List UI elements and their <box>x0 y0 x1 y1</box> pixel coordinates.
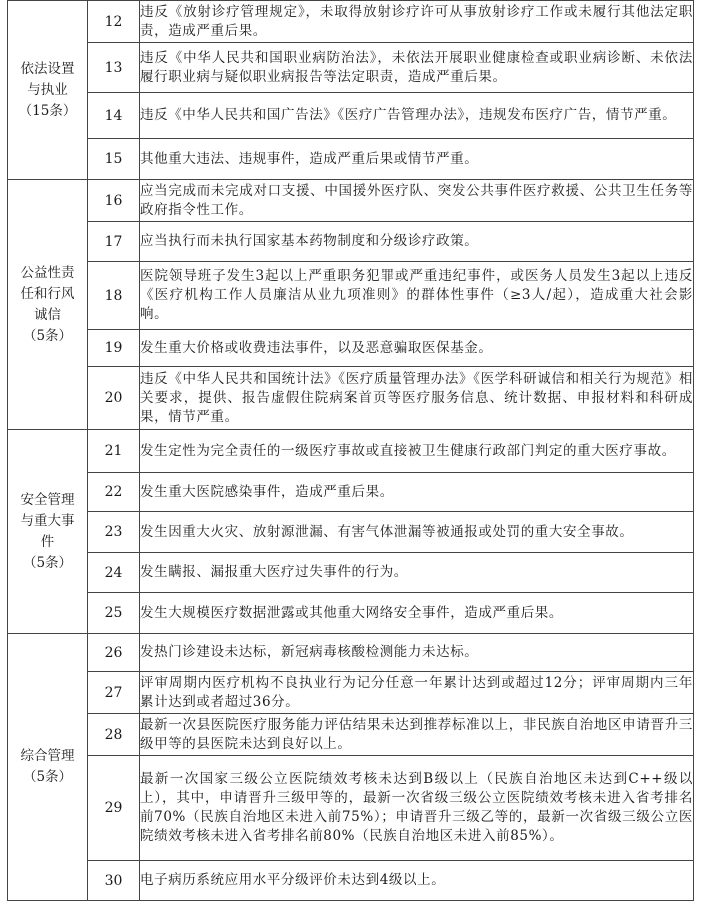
item-text: 发生大规模医疗数据泄露或其他重大网络安全事件，造成严重后果。 <box>140 593 694 634</box>
table-row <box>8 593 694 634</box>
item-text: 违反《中华人民共和国职业病防治法》，未依法开展职业健康检查或职业病诊断、未依法履行职业病与疑似职业病报告等法定职责，造成严重后果。 <box>140 43 694 93</box>
item-text: 违反《中华人民共和国广告法》《医疗广告管理办法》，违规发布医疗广告，情节严重。 <box>140 93 694 139</box>
table-row <box>8 367 694 430</box>
category-line: 与执业 <box>27 81 68 98</box>
item-text: 医院领导班子发生3起以上严重职务犯罪或严重违纪事件，或医务人员发生3起以上违反《医疗机构工作人员廉洁从业九项准则》的群体性事件（≥3人/起），造成重大社会影响。 <box>140 262 694 330</box>
item-number: 20 <box>88 367 140 430</box>
item-number: 26 <box>88 634 140 672</box>
item-number: 27 <box>88 672 140 714</box>
table-row <box>8 180 694 222</box>
category-line: 综合管理 <box>20 748 75 764</box>
item-number: 25 <box>88 593 140 634</box>
item-text: 发热门诊建设未达标，新冠病毒核酸检测能力未达标。 <box>140 634 694 672</box>
item-number: 30 <box>88 861 140 901</box>
item-text: 发生重大医院感染事件，造成严重后果。 <box>140 473 694 512</box>
item-text: 电子病历系统应用水平分级评价未达到4级以上。 <box>140 861 694 901</box>
item-text: 发生定性为完全责任的一级医疗事故或直接被卫生健康行政部门判定的重大医疗事故。 <box>140 430 694 473</box>
category-cell <box>8 1 88 180</box>
item-number: 23 <box>88 512 140 553</box>
category-cell <box>8 180 88 430</box>
category-line: 诚信 <box>34 306 61 323</box>
table-row <box>8 512 694 553</box>
table-row <box>8 430 694 473</box>
table-row <box>8 714 694 756</box>
category-line: 公益性责 <box>20 264 75 281</box>
item-text: 违反《放射诊疗管理规定》，未取得放射诊疗许可从事放射诊疗工作或未履行其他法定职责，造成严重后果。 <box>140 1 694 43</box>
item-text: 发生因重大火灾、放射源泄漏、有害气体泄漏等被通报或处罚的重大安全事故。 <box>140 512 694 553</box>
item-number: 18 <box>88 262 140 330</box>
item-number: 19 <box>88 330 140 367</box>
item-number: 12 <box>88 1 140 43</box>
item-number: 17 <box>88 222 140 262</box>
item-number: 24 <box>88 553 140 593</box>
table-row <box>8 634 694 672</box>
table-row <box>8 756 694 861</box>
item-text: 最新一次国家三级公立医院绩效考核未达到B级以上（民族自治地区未达到C++级以上），其中，申请晋升三级甲等的，最新一次省级三级公立医院绩效考核未进入省考排名前70%（民族自治地区未进入前75%）；申请晋升三级乙等的，最新一次省级三级公立医院绩效考核未进入省考排名前80%（民族自治地区未进入前85%）。 <box>140 756 694 861</box>
category-line: （5条） <box>22 769 73 785</box>
table-row <box>8 672 694 714</box>
item-text: 评审周期内医疗机构不良执业行为记分任意一年累计达到或超过12分；评审周期内三年累计达到或者超过36分。 <box>140 672 694 714</box>
item-number: 28 <box>88 714 140 756</box>
table-row <box>8 553 694 593</box>
item-number: 29 <box>88 756 140 861</box>
table-row <box>8 473 694 512</box>
item-number: 21 <box>88 430 140 473</box>
table-row <box>8 43 694 93</box>
table-row <box>8 861 694 901</box>
item-text: 应当完成而未完成对口支援、中国援外医疗队、突发公共事件医疗救援、公共卫生任务等政府指令性工作。 <box>140 180 694 222</box>
category-line: 与重大事 <box>20 512 75 529</box>
table-row <box>8 330 694 367</box>
table-row <box>8 262 694 330</box>
table-row <box>8 1 694 43</box>
standards-table <box>7 0 694 901</box>
item-number: 14 <box>88 93 140 139</box>
item-text: 应当执行而未执行国家基本药物制度和分级诊疗政策。 <box>140 222 694 262</box>
item-number: 13 <box>88 43 140 93</box>
category-cell <box>8 634 88 901</box>
category-line: 任和行风 <box>20 285 75 302</box>
category-cell <box>8 430 88 634</box>
category-line: （5条） <box>22 327 73 344</box>
table-row <box>8 93 694 139</box>
table-row <box>8 222 694 262</box>
category-line: （5条） <box>22 554 73 571</box>
item-number: 22 <box>88 473 140 512</box>
item-number: 15 <box>88 139 140 180</box>
category-line: 依法设置 <box>20 60 75 77</box>
item-text: 违反《中华人民共和国统计法》《医疗质量管理办法》《医学科研诚信和相关行为规范》相关要求，提供、报告虚假住院病案首页等医疗服务信息、统计数据、申报材料和科研成果，情节严重。 <box>140 367 694 430</box>
table-row <box>8 139 694 180</box>
item-text: 发生重大价格或收费违法事件，以及恶意骗取医保基金。 <box>140 330 694 367</box>
item-number: 16 <box>88 180 140 222</box>
category-line: 安全管理 <box>20 491 75 508</box>
category-line: 件 <box>40 533 55 550</box>
item-text: 最新一次县医院医疗服务能力评估结果未达到推荐标准以上，非民族自治地区申请晋升三级甲等的县医院未达到良好以上。 <box>140 714 694 756</box>
item-text: 其他重大违法、违规事件，造成严重后果或情节严重。 <box>140 139 694 180</box>
category-line: （15条） <box>18 102 77 119</box>
item-text: 发生瞒报、漏报重大医疗过失事件的行为。 <box>140 553 694 593</box>
